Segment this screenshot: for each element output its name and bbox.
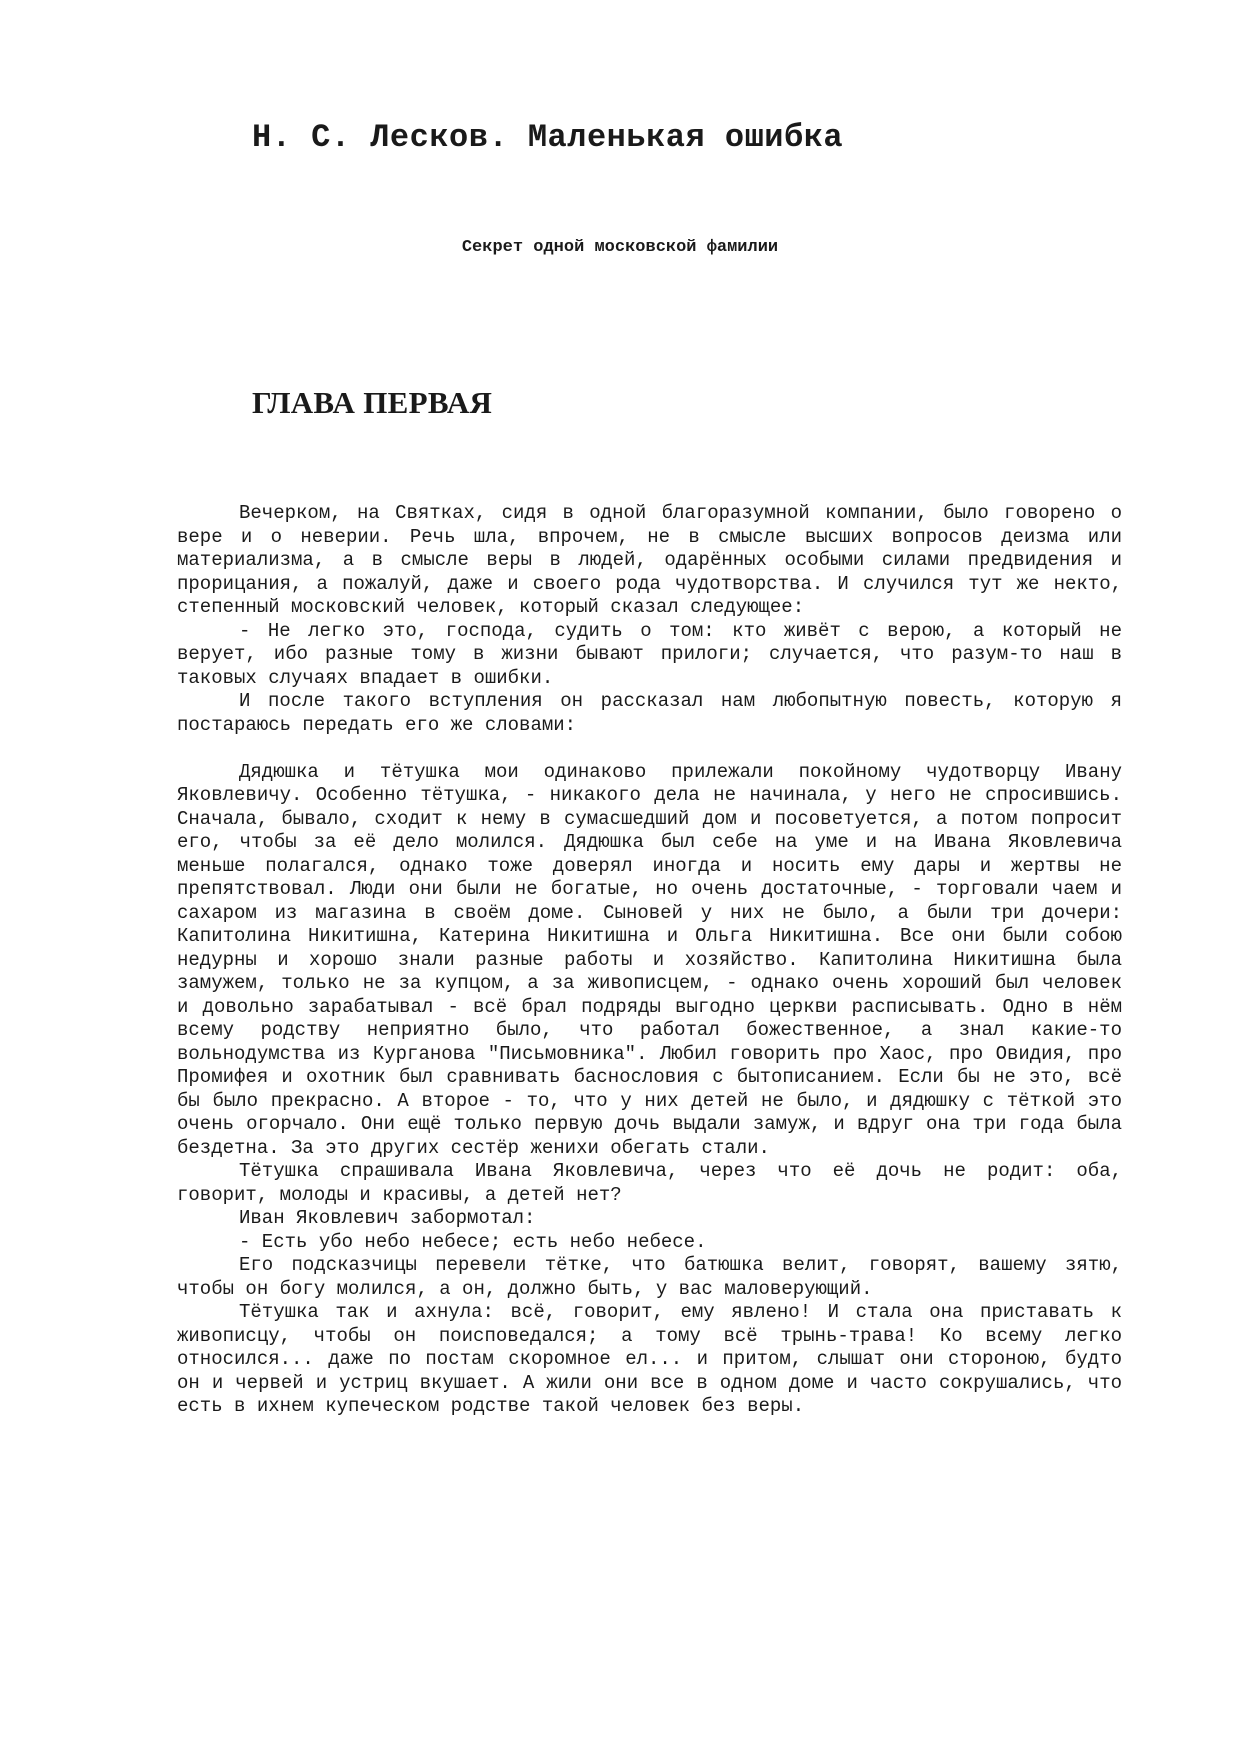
document-subtitle: Секрет одной московской фамилии (461, 238, 779, 257)
paragraph-1: Вечерком, на Святках, сидя в одной благоразумной компании, было говорено о вере и о неверии. Речь шла, впрочем, не в смысле высших вопросов деизма или материализма, а в смысле веры в людей, одарённых особыми силами предвидения и прорицания, а пожалуй, даже и своего рода чудотворства. И случился тут же некто, степенный московский человек, который сказал следующее: (177, 502, 1122, 618)
chapter-body (177, 502, 1122, 1419)
paragraph-4: Дядюшка и тётушка мои одинаково прилежали покойному чудотворцу Ивану Яковлевичу. Особенно тётушка, - никакого дела не начинала, у него не спросившись. Сначала, бывало, сходит к нему в сумасшедший дом и посоветуется, а потом попросит его, чтобы за её дело молился. Дядюшка был себе на уме и на Ивана Яковлевича меньше полагался, однако тоже доверял иногда и носить ему дары и жертвы не препятствовал. Люди они были не богатые, но очень достаточные, - торговали чаем и сахаром из магазина в своём доме. Сыновей у них не было, а были три дочери: Капитолина Никитишна, Катерина Никитишна и Ольга Никитишна. Все они были собою недурны и хорошо знали разные работы и хозяйство. Капитолина Никитишна была замужем, только не за купцом, а за живописцем, - однако очень хороший был человек и довольно зарабатывал - всё брал подряды выгодно церкви расписывать. Одно в нём всему родству неприятно было, что работал божественное, а знал какие-то вольнодумства из Курганова "Письмовника". Любил говорить про Хаос, про Овидия, про Промифея и охотник был сравнивать баснословия с бытописанием. Если бы не это, всё бы было прекрасно. А второе - то, что у них детей не было, и дядюшку с тёткой это очень огорчало. Они ещё только первую дочь выдали замуж, и вдруг она три года была бездетна. За это других сестёр женихи обегать стали. (177, 760, 1122, 1159)
chapter-heading: ГЛАВА ПЕРВАЯ (252, 385, 493, 420)
paragraph-6: Иван Яковлевич забормотал: (239, 1207, 536, 1229)
document-title: Н. С. Лесков. Маленькая ошибка (252, 119, 844, 156)
paragraph-8: Его подсказчицы перевели тётке, что батюшка велит, говорят, вашему зятю, чтобы он богу молился, а он, должно быть, у вас маловерующий. (177, 1254, 1122, 1300)
paragraph-3: И после такого вступления он рассказал нам любопытную повесть, которую я постараюсь передать его же словами: (177, 690, 1122, 736)
paragraph-2: - Не легко это, господа, судить о том: кто живёт с верою, а который не верует, ибо разные тому в жизни бывают прилоги; случается, что разум-то наш в таковых случаях впадает в ошибки. (177, 619, 1122, 689)
paragraph-7: - Есть убо небо небесе; есть небо небесе. (239, 1230, 707, 1253)
paragraph-5: Тётушка спрашивала Ивана Яковлевича, через что её дочь не родит: оба, говорит, молоды и красивы, а детей нет? (177, 1160, 1122, 1206)
paragraph-9: Тётушка так и ахнула: всё, говорит, ему явлено! И стала она приставать к живописцу, чтобы он поисповедался; а тому всё трынь-трава! Ко всему легко относился... даже по постам скоромное ел... и притом, слышат они стороною, будто он и червей и устриц вкушает. А жили они все в одном доме и часто сокрушались, что есть в ихнем купеческом родстве такой человек без веры. (177, 1301, 1122, 1417)
